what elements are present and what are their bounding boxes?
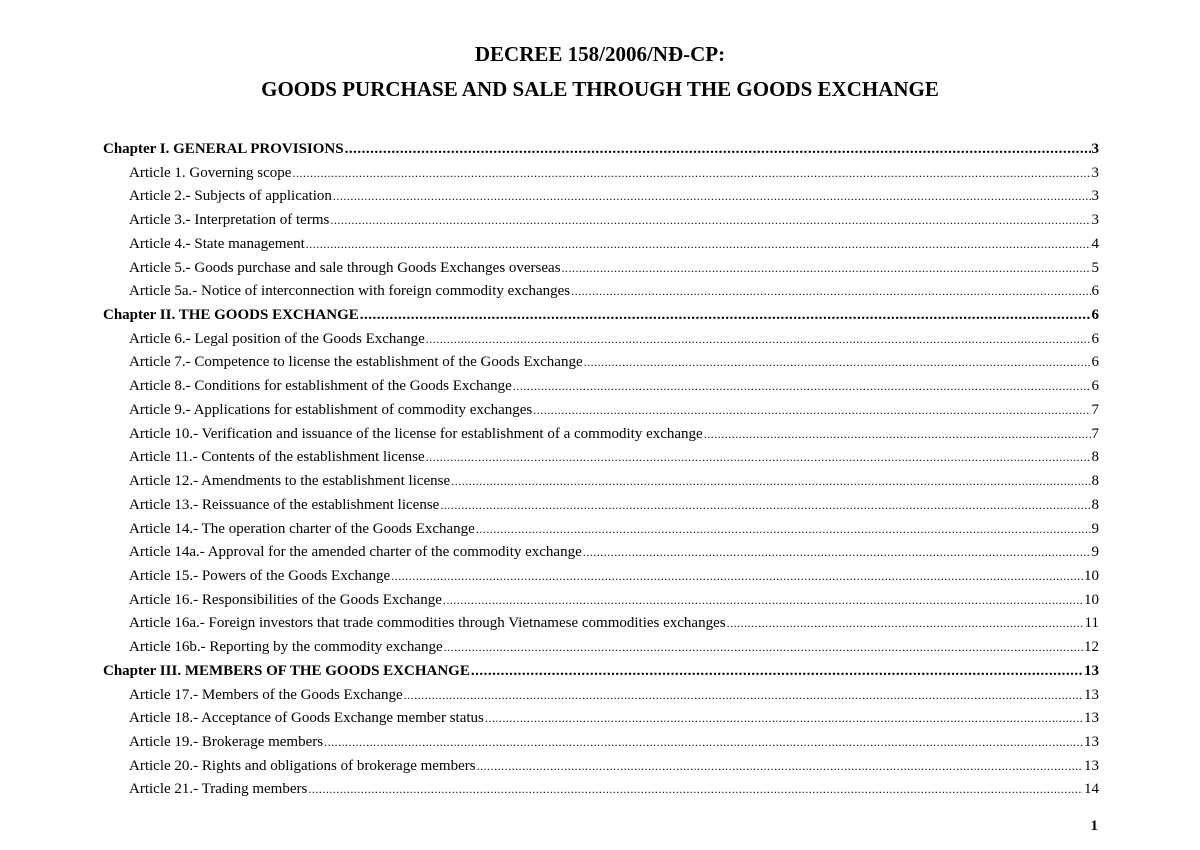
toc-article-entry[interactable] [103, 449, 1099, 473]
toc-article-entry[interactable] [103, 212, 1099, 236]
toc-entry-page: 9 [1091, 520, 1099, 537]
toc-entry-label: Article 5a.- Notice of interconnection with foreign commodity exchanges [129, 283, 571, 300]
toc-article-entry[interactable] [103, 188, 1099, 212]
toc-entry-label: Chapter I. GENERAL PROVISIONS [103, 141, 344, 157]
toc-chapter-entry[interactable] [103, 663, 1099, 687]
toc-entry-label: Chapter III. MEMBERS OF THE GOODS EXCHANGE [103, 662, 470, 679]
toc-entry-page: 6 [1091, 378, 1099, 395]
toc-entry-page: 14 [1084, 781, 1099, 798]
dot-leader [440, 497, 1090, 514]
toc-entry-label: Article 11.- Contents of the establishment license [129, 449, 425, 466]
toc-entry-label: Article 16.- Responsibilities of the Goods Exchange [129, 591, 442, 608]
dot-leader [324, 734, 1083, 751]
dot-leader [426, 449, 1091, 466]
toc-entry-page: 3 [1091, 164, 1099, 181]
page-number: 1 [1090, 818, 1098, 834]
toc-entry-label: Article 16a.- Foreign investors that trade commodities through Vietnamese commodities exchanges [129, 615, 726, 632]
dot-leader [562, 260, 1091, 277]
toc-article-entry[interactable] [103, 687, 1099, 711]
document-title-line-2: GOODS PURCHASE AND SALE THROUGH THE GOODS EXCHANGE [261, 77, 939, 101]
dot-leader [360, 307, 1091, 324]
toc-entry-page: 13 [1084, 757, 1099, 774]
toc-entry-label: Article 7.- Competence to license the establishment of the Goods Exchange [129, 354, 583, 371]
dot-leader [571, 283, 1090, 300]
toc-entry-label: Article 17.- Members of the Goods Exchange [129, 686, 403, 703]
toc-entry-page: 4 [1091, 235, 1099, 252]
toc-article-entry[interactable] [103, 165, 1099, 189]
toc-entry-page: 13 [1084, 710, 1099, 727]
toc-article-entry[interactable] [103, 544, 1099, 568]
toc-article-entry[interactable] [103, 402, 1099, 426]
toc-entry-page: 11 [1084, 615, 1099, 632]
toc-entry-page: 3 [1091, 188, 1099, 205]
toc-entry-label: Article 5.- Goods purchase and sale through Goods Exchanges overseas [129, 259, 561, 276]
toc-entry-page: 13 [1084, 662, 1099, 679]
toc-article-entry[interactable] [103, 592, 1099, 616]
dot-leader [306, 236, 1091, 253]
dot-leader [533, 402, 1090, 419]
toc-entry-label: Article 9.- Applications for establishment of commodity exchanges [129, 401, 533, 418]
dot-leader [345, 141, 1091, 158]
dot-leader [477, 758, 1083, 775]
table-of-contents [103, 141, 1099, 805]
toc-entry-page: 8 [1091, 473, 1099, 490]
toc-entry-page: 6 [1091, 283, 1099, 300]
toc-entry-label: Article 14.- The operation charter of the Goods Exchange [129, 520, 475, 537]
toc-entry-page: 6 [1091, 330, 1099, 347]
dot-leader [391, 568, 1083, 585]
toc-entry-page: 7 [1091, 425, 1099, 442]
toc-chapter-entry[interactable] [103, 307, 1099, 331]
toc-article-entry[interactable] [103, 734, 1099, 758]
dot-leader [404, 687, 1083, 704]
toc-article-entry[interactable] [103, 283, 1099, 307]
toc-entry-label: Article 21.- Trading members [129, 781, 308, 798]
toc-entry-label: Article 20.- Rights and obligations of brokerage members [129, 757, 476, 774]
toc-entry-page: 7 [1091, 401, 1099, 418]
toc-entry-label: Article 10.- Verification and issuance of the license for establishment of a commodity exchange [129, 425, 703, 442]
toc-entry-page: 6 [1091, 354, 1099, 371]
dot-leader [308, 781, 1083, 798]
dot-leader [292, 165, 1090, 182]
toc-entry-label: Article 8.- Conditions for establishment of the Goods Exchange [129, 378, 512, 395]
toc-article-entry[interactable] [103, 354, 1099, 378]
toc-entry-page: 12 [1084, 639, 1099, 656]
toc-entry-page: 3 [1091, 141, 1099, 157]
toc-article-entry[interactable] [103, 521, 1099, 545]
toc-entry-page: 10 [1084, 591, 1099, 608]
toc-article-entry[interactable] [103, 426, 1099, 450]
dot-leader [443, 592, 1083, 609]
toc-entry-label: Article 15.- Powers of the Goods Exchange [129, 567, 391, 584]
toc-article-entry[interactable] [103, 639, 1099, 663]
dot-leader [485, 710, 1083, 727]
dot-leader [727, 615, 1084, 632]
dot-leader [451, 473, 1090, 490]
toc-article-entry[interactable] [103, 568, 1099, 592]
toc-entry-page: 10 [1084, 567, 1099, 584]
toc-entry-page: 8 [1091, 496, 1099, 513]
dot-leader [704, 426, 1091, 443]
toc-article-entry[interactable] [103, 497, 1099, 521]
dot-leader [584, 354, 1091, 371]
toc-entry-page: 3 [1091, 212, 1099, 229]
toc-article-entry[interactable] [103, 378, 1099, 402]
dot-leader [333, 188, 1091, 205]
toc-entry-label: Chapter II. THE GOODS EXCHANGE [103, 307, 359, 324]
document-title-line-1: DECREE 158/2006/NĐ-CP: [474, 42, 726, 66]
toc-article-entry[interactable] [103, 260, 1099, 284]
toc-article-entry[interactable] [103, 236, 1099, 260]
toc-entry-label: Article 12.- Amendments to the establishment license [129, 473, 451, 490]
toc-entry-label: Article 13.- Reissuance of the establishment license [129, 496, 440, 513]
toc-entry-page: 6 [1091, 307, 1099, 324]
toc-chapter-entry[interactable] [103, 141, 1099, 165]
toc-entry-label: Article 3.- Interpretation of terms [129, 212, 330, 229]
dot-leader [583, 544, 1091, 561]
toc-entry-label: Article 16b.- Reporting by the commodity exchange [129, 639, 443, 656]
dot-leader [471, 663, 1083, 680]
toc-entry-page: 13 [1084, 733, 1099, 750]
toc-article-entry[interactable] [103, 473, 1099, 497]
toc-article-entry[interactable] [103, 331, 1099, 355]
toc-entry-page: 13 [1084, 686, 1099, 703]
toc-entry-label: Article 14a.- Approval for the amended charter of the commodity exchange [129, 544, 582, 561]
toc-entry-label: Article 18.- Acceptance of Goods Exchange member status [129, 710, 484, 727]
toc-entry-page: 5 [1091, 259, 1099, 276]
toc-article-entry[interactable] [103, 781, 1099, 805]
toc-entry-page: 9 [1091, 544, 1099, 561]
dot-leader [513, 378, 1091, 395]
dot-leader [476, 521, 1091, 538]
toc-entry-label: Article 1. Governing scope [129, 164, 292, 181]
toc-entry-label: Article 2.- Subjects of application [129, 188, 332, 205]
toc-article-entry[interactable] [103, 758, 1099, 782]
toc-entry-label: Article 19.- Brokerage members [129, 733, 324, 750]
dot-leader [444, 639, 1083, 656]
toc-entry-label: Article 4.- State management [129, 235, 305, 252]
dot-leader [330, 212, 1090, 229]
toc-article-entry[interactable] [103, 710, 1099, 734]
toc-article-entry[interactable] [103, 615, 1099, 639]
dot-leader [426, 331, 1091, 348]
toc-entry-page: 8 [1091, 449, 1099, 466]
toc-entry-label: Article 6.- Legal position of the Goods Exchange [129, 330, 425, 347]
